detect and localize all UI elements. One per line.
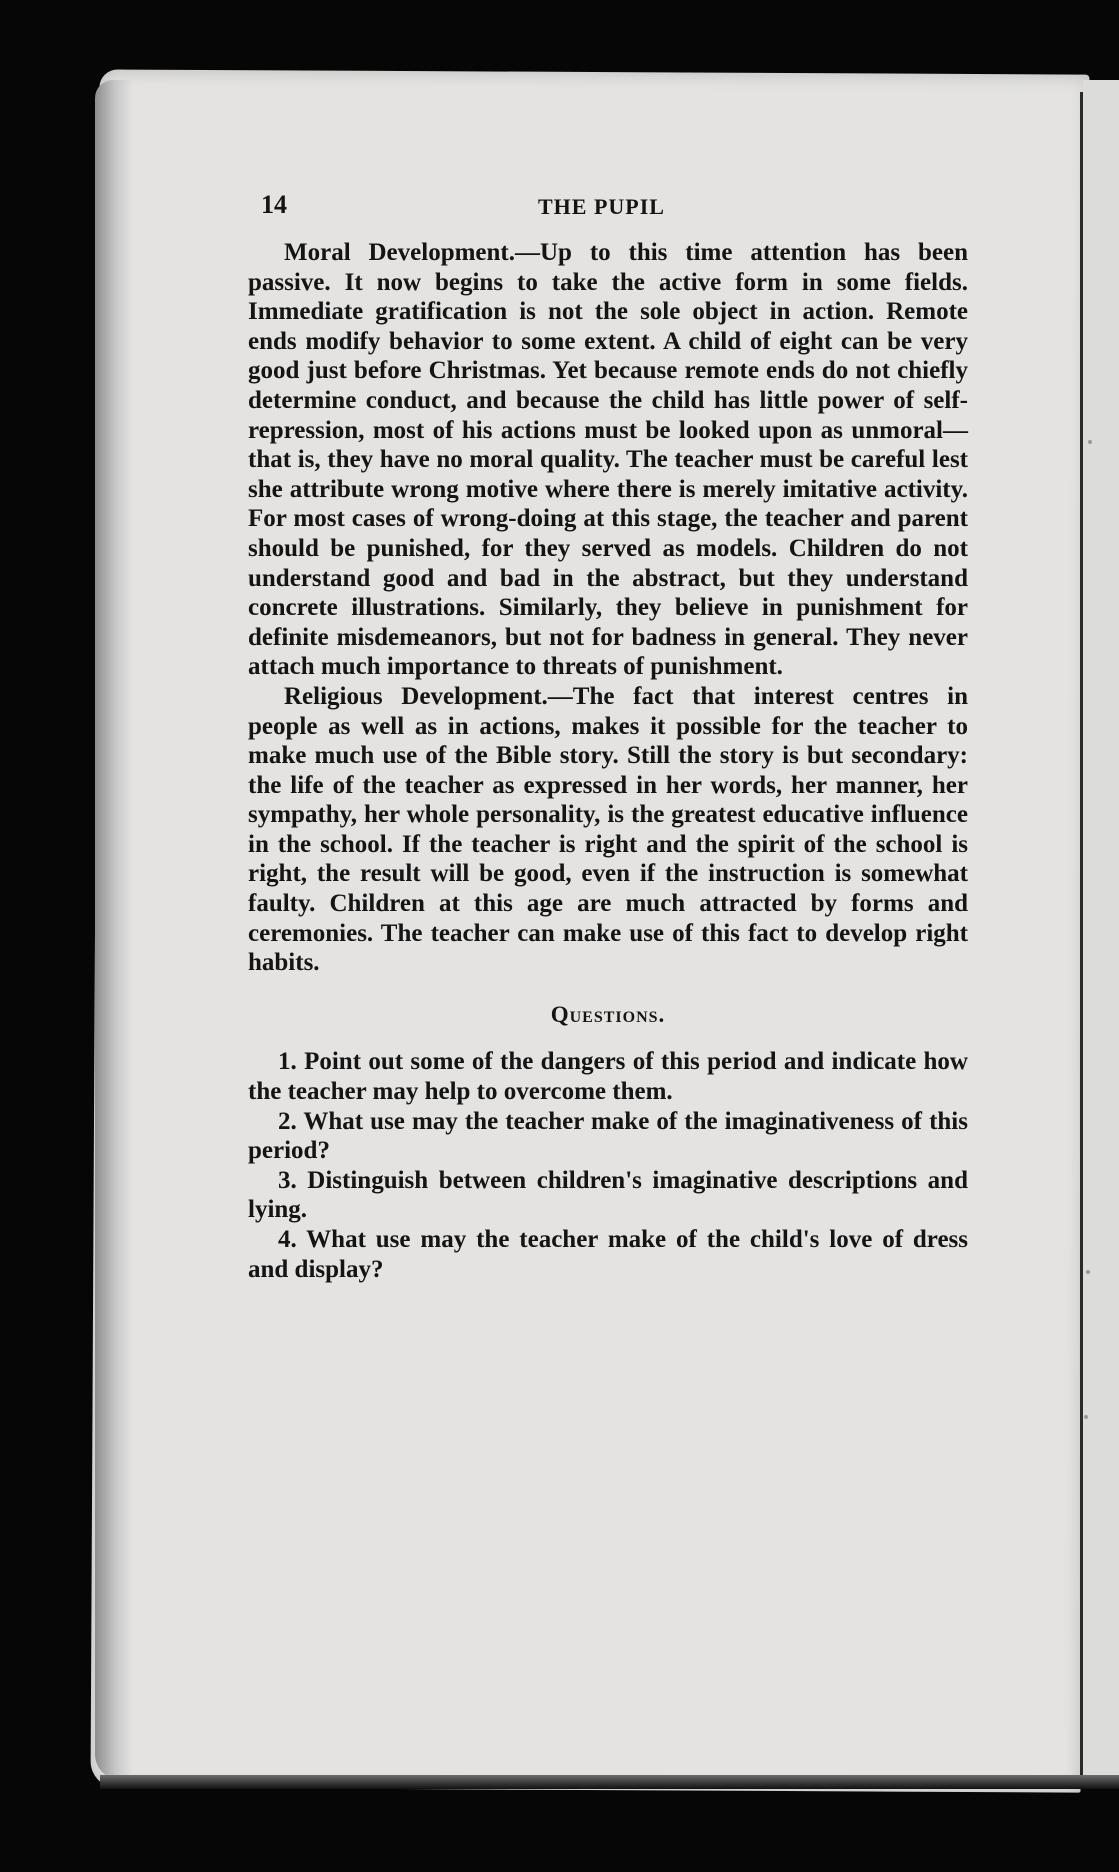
moral-development-text: —Up to this time attention has been passive. It now begins to take the active form in some fields. Immediate gratification is not the sole object in action. Remote ends modify behavior to some extent. A child of eight can be very good just before Christmas. Yet because remote ends do not chiefly determine conduct, and because the child has little power of self-repression, most of his actions must be looked upon as unmoral—that is, they have no moral quality. The teacher must be careful lest she attribute wrong motive where there is merely imitative activity. For most cases of wrong-doing at this stage, the teacher and parent should be punished, for they served as models. Children do not understand good and bad in the abstract, but they understand concrete illustrations. Similarly, they believe in punishment for definite misdemeanors, but not for badness in general. They never attach much importance to threats of punishment. xyxy=(248,239,968,681)
facing-page-edge xyxy=(1083,80,1119,1782)
moral-development-paragraph xyxy=(248,238,968,682)
running-head-title: THE PUPIL xyxy=(538,194,665,219)
question-item: 4. What use may the teacher make of the child's love of dress and display? xyxy=(248,1226,968,1283)
running-head xyxy=(248,190,968,226)
moral-development-heading: Moral Development. xyxy=(284,239,515,266)
questions-heading: Questions. xyxy=(550,1001,666,1027)
page-fold-line xyxy=(1080,92,1083,1782)
scan-speck xyxy=(1084,1415,1088,1419)
religious-development-heading: Religious Development. xyxy=(284,682,548,710)
page-number: 14 xyxy=(261,190,287,219)
scan-speck xyxy=(1086,1270,1090,1274)
religious-development-paragraph xyxy=(248,682,968,978)
question-item: 1. Point out some of the dangers of this period and indicate how the teacher may help to overcome them. xyxy=(248,1048,968,1106)
question-item: 3. Distinguish between children's imaginative descriptions and lying. xyxy=(248,1166,968,1224)
page-bottom-edge xyxy=(100,1775,1119,1789)
religious-development-text: —The fact that interest centres in people as well as in actions, makes it possible for the teacher to make much use of the Bible story. Still the story is but secondary: the life of the teacher as expressed in her words, her manner, her sympathy, her whole personality, is the greatest educative influence in the school. If the teacher is right and the spirit of the school is right, the result will be good, even if the instruction is somewhat faulty. Children at this age are much attracted by forms and ceremonies. The teacher can make use of this fact to develop right habits. xyxy=(248,682,968,977)
question-item: 2. What use may the teacher make of the imaginativeness of this period? xyxy=(248,1107,968,1165)
page-content xyxy=(248,190,968,1284)
page-gutter-shadow xyxy=(95,80,133,1780)
scan-speck xyxy=(1088,440,1092,444)
